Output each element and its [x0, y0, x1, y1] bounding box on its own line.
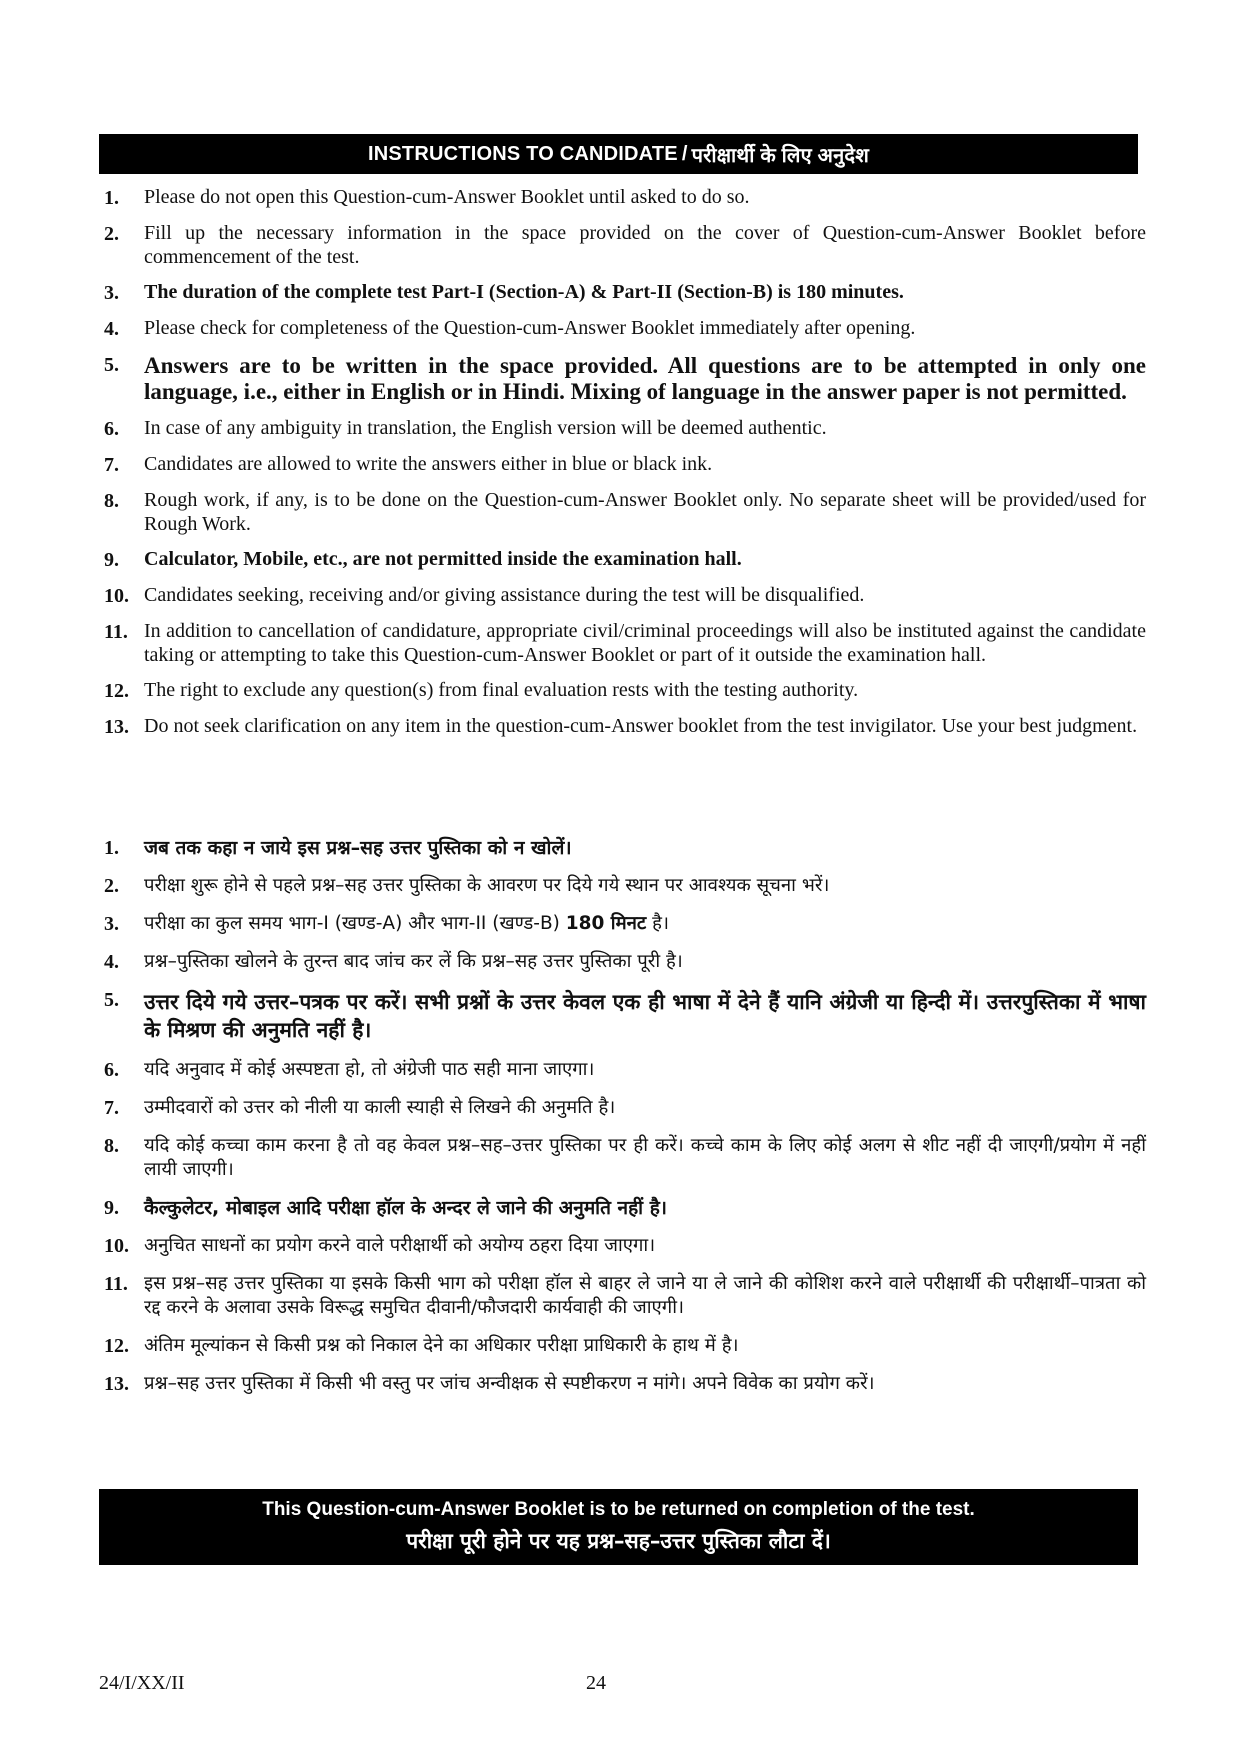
item-number: 1. [104, 187, 119, 209]
duration-suffix: है। [652, 913, 669, 934]
item-text: उत्तर दिये गये उत्तर–पत्रक पर करें। सभी प्रश्नों के उत्तर केवल एक ही भाषा में देने हैं यानि अंग्रेजी या हिन्दी में। उत्तरपुस्तिका में भाषा के मिश्रण की अनुमति नहीं है। [144, 990, 1146, 1042]
item-text: Candidates seeking, receiving and/or giving assistance during the test will be disqualified. [144, 584, 865, 606]
list-item [104, 1372, 1146, 1396]
item-number: 7. [104, 454, 119, 476]
list-item [104, 912, 1146, 936]
header-title-hi: परीक्षार्थी के लिए अनुदेश [691, 144, 870, 167]
item-number: 2. [104, 875, 119, 897]
item-text: अंतिम मूल्यांकन से किसी प्रश्न को निकाल देने का अधिकार परीक्षा प्राधिकारी के हाथ में है। [144, 1335, 739, 1356]
item-number: 5. [104, 354, 119, 376]
return-notice-en: This Question-cum-Answer Booklet is to be returned on completion of the test. [262, 1499, 975, 1520]
list-item [104, 584, 1146, 608]
item-text: Please do not open this Question-cum-Answer Booklet until asked to do so. [144, 186, 750, 208]
list-item [104, 1272, 1146, 1320]
item-text: कैल्कुलेटर, मोबाइल आदि परीक्षा हॉल के अन्दर ले जाने की अनुमति नहीं है। [144, 1197, 668, 1219]
item-number: 1. [104, 837, 119, 859]
item-number: 11. [104, 1273, 128, 1295]
item-number: 8. [104, 1135, 119, 1157]
item-text: प्रश्न–सह उत्तर पुस्तिका में किसी भी वस्तु पर जांच अन्वीक्षक से स्पष्टीकरण न मांगे। अपने विवेक का प्रयोग करें। [144, 1373, 875, 1394]
item-number: 13. [104, 1373, 129, 1395]
item-text: Do not seek clarification on any item in the question-cum-Answer booklet from the test invigilator. Use your best judgment. [144, 715, 1138, 737]
page-number: 24 [586, 1672, 606, 1694]
item-number: 3. [104, 282, 119, 304]
list-item [104, 988, 1146, 1044]
item-number: 13. [104, 716, 129, 738]
item-number: 3. [104, 913, 119, 935]
list-item [104, 1058, 1146, 1082]
return-notice-hi: परीक्षा पूरी होने पर यह प्रश्न–सह–उत्तर पुस्तिका लौटा दें। [406, 1529, 831, 1553]
item-number: 9. [104, 1197, 119, 1219]
item-text: यदि कोई कच्चा काम करना है तो वह केवल प्रश्न–सह–उत्तर पुस्तिका पर ही करें। कच्चे काम के लिए कोई अलग से शीट नहीं दी जाएगी/प्रयोग में नहीं लायी जाएगी। [144, 1135, 1146, 1180]
item-text: जब तक कहा न जाये इस प्रश्न–सह उत्तर पुस्तिका को न खोलें। [144, 837, 572, 859]
item-text: Rough work, if any, is to be done on the Question-cum-Answer Booklet only. No separate sheet will be provided/used for Rough Work. [144, 489, 1146, 535]
item-text: The duration of the complete test Part-I (Section-A) & Part-II (Section-B) is 180 minutes. [144, 281, 904, 303]
item-number: 6. [104, 418, 119, 440]
item-number: 12. [104, 680, 129, 702]
list-item [104, 453, 1146, 477]
item-text: Please check for completeness of the Question-cum-Answer Booklet immediately after opening. [144, 317, 916, 339]
item-number: 5. [104, 989, 119, 1011]
item-text: परीक्षा शुरू होने से पहले प्रश्न–सह उत्तर पुस्तिका के आवरण पर दिये गये स्थान पर आवश्यक सूचना भरें। [144, 875, 830, 896]
list-item [104, 186, 1146, 210]
item-text: इस प्रश्न–सह उत्तर पुस्तिका या इसके किसी भाग को परीक्षा हॉल से बाहर ले जाने या ले जाने की कोशिश करने वाले परीक्षार्थी की परीक्षार्थी–पात्रता को रद्द करने के अलावा उसके विरूद्ध समुचित दीवानी/फौजदारी कार्यवाही की जाएगी। [144, 1273, 1146, 1318]
item-text: The right to exclude any question(s) from final evaluation rests with the testing authority. [144, 679, 859, 701]
list-item [104, 317, 1146, 341]
item-text: In case of any ambiguity in translation, the English version will be deemed authentic. [144, 417, 827, 439]
item-number: 4. [104, 318, 119, 340]
item-text: Fill up the necessary information in the space provided on the cover of Question-cum-Answer Booklet before commencement of the test. [144, 222, 1146, 268]
header-title-en: INSTRUCTIONS TO CANDIDATE [367, 142, 678, 165]
hindi-instructions-list [104, 836, 1146, 1410]
list-item [104, 950, 1146, 974]
item-number: 7. [104, 1097, 119, 1119]
list-item [104, 679, 1146, 703]
list-item [104, 281, 1146, 305]
list-item [104, 874, 1146, 898]
booklet-code: 24/I/XX/II [99, 1672, 185, 1694]
item-number: 2. [104, 223, 119, 245]
duration-value: 180 मिनट [565, 913, 647, 934]
instructions-header [99, 134, 1138, 174]
header-separator: / [681, 142, 688, 165]
item-number: 8. [104, 490, 119, 512]
item-number: 10. [104, 585, 129, 607]
list-item [104, 222, 1146, 269]
list-item [104, 417, 1146, 441]
list-item [104, 489, 1146, 536]
item-text: उम्मीदवारों को उत्तर को नीली या काली स्याही से लिखने की अनुमति है। [144, 1097, 616, 1118]
list-item [104, 1234, 1146, 1258]
item-number: 9. [104, 549, 119, 571]
list-item [104, 620, 1146, 667]
item-number: 11. [104, 621, 128, 643]
list-item [104, 1096, 1146, 1120]
list-item [104, 1334, 1146, 1358]
item-text: Candidates are allowed to write the answers either in blue or black ink. [144, 453, 713, 475]
item-number: 10. [104, 1235, 129, 1257]
item-text: यदि अनुवाद में कोई अस्पष्टता हो, तो अंग्रेजी पाठ सही माना जाएगा। [144, 1059, 595, 1080]
item-number: 4. [104, 951, 119, 973]
list-item [104, 715, 1146, 739]
item-text [144, 912, 1146, 936]
item-number: 12. [104, 1335, 129, 1357]
item-text: अनुचित साधनों का प्रयोग करने वाले परीक्षार्थी को अयोग्य ठहरा दिया जाएगा। [144, 1235, 656, 1256]
english-instructions-list [104, 186, 1146, 751]
item-number: 6. [104, 1059, 119, 1081]
list-item [104, 353, 1146, 405]
list-item [104, 548, 1146, 572]
item-text: Calculator, Mobile, etc., are not permitted inside the examination hall. [144, 548, 742, 570]
list-item [104, 1134, 1146, 1182]
item-text: In addition to cancellation of candidature, appropriate civil/criminal proceedings will also be instituted against the candidate taking or attempting to take this Question-cum-Answer Booklet or part of it outside the examination hall. [144, 620, 1146, 666]
item-text: प्रश्न–पुस्तिका खोलने के तुरन्त बाद जांच कर लें कि प्रश्न–सह उत्तर पुस्तिका पूरी है। [144, 951, 683, 972]
list-item [104, 836, 1146, 860]
item-text: Answers are to be written in the space provided. All questions are to be attempted in only one language, i.e., either in English or in Hindi. Mixing of language in the answer paper is not permitted. [144, 353, 1146, 404]
list-item [104, 1196, 1146, 1220]
duration-text: परीक्षा का कुल समय भाग-I (खण्ड-A) और भाग-II (खण्ड-B) [144, 913, 560, 934]
return-notice-banner [99, 1489, 1138, 1565]
